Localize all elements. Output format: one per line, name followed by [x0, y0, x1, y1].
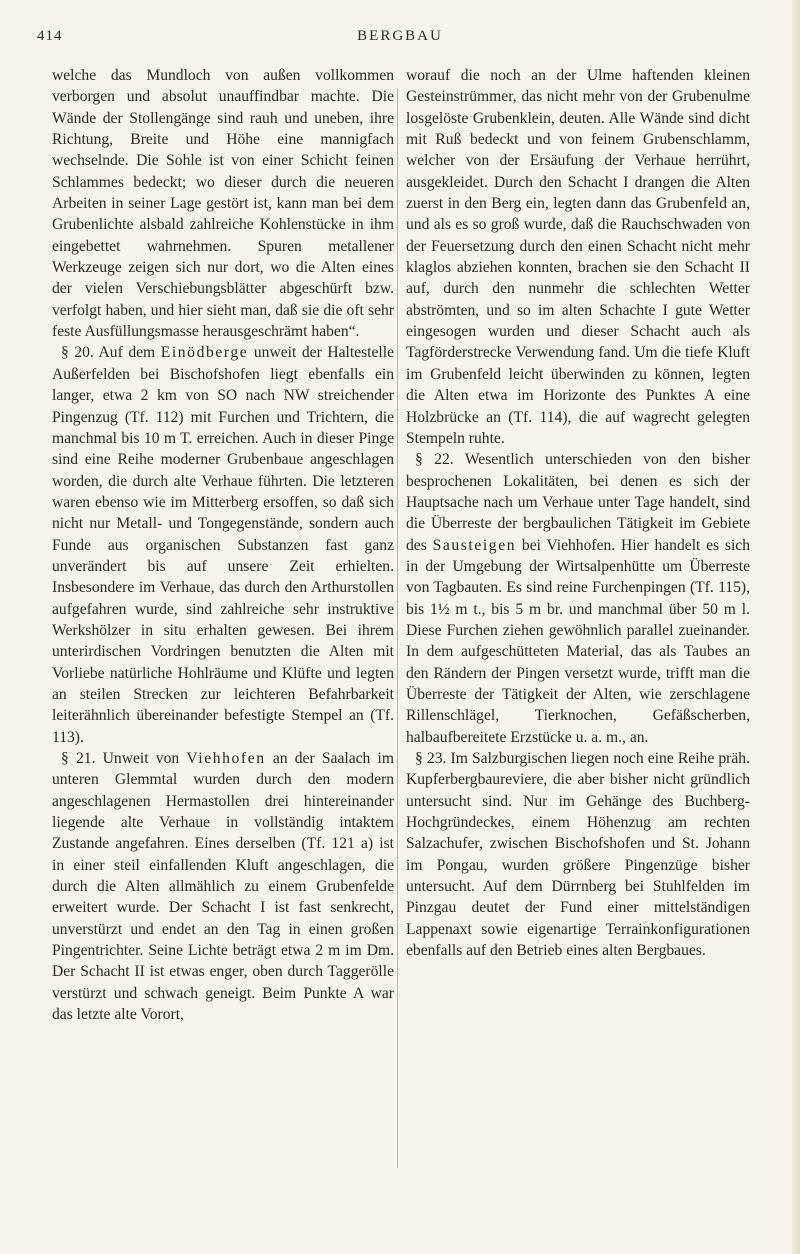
section-21: [52, 748, 394, 1025]
paragraph: welche das Mundloch von außen vollkommen verborgen und absolut unauffindbar machte. Die Wände der Stollengänge sind rauh und uneben, ihre Richtung, Breite und Höhe eine mannigfach wechselnde. Die Sohle ist von einer Schicht feinen Schlammes bedeckt; wo dieser durch die neueren Arbeiten in seiner Lage gestört ist, kann man bei dem Grubenlichte alsbald zahlreiche Kohlenstücke in ihm eingebettet wahrnehmen. Spuren metallener Werkzeuge zeigen sich nur dort, wo die Alten eines der vielen Verschiebungsblätter abgeschürft bzw. verfolgt haben, und hier sieht man, daß sie die oft sehr feste Ausfüllungsmasse herausgeschrämt haben“.: [52, 67, 394, 341]
left-column: [52, 65, 394, 1025]
section-text: unweit der Haltestelle Außerfelden bei Bischofshofen liegt ebenfalls ein langer, etwa 2 km von SO nach NW streichender Pingenzug (Tf. 112) mit Furchen und Trichtern, die manchmal bis 10 m T. erreichen. Auch in dieser Pinge sind eine Reihe moderner Grubenbaue angeschlagen worden, die durch alte Verhaue führten. Die letzteren waren ebenso wie im Mitterberg ersoffen, so daß sich nicht nur Metall- und Tongegenstände, sondern auch Funde aus organischen Substanzen fast ganz unverändert bis auf unsere Zeit erhielten. Insbesondere im Verhaue, das durch den Arthurstollen aufgefahren wurde, sind zahlreiche sehr instruktive Werkshölzer in situ erhalten gewesen. Bei ihrem unterirdischen Vordringen benutzten die Alten mit Vorliebe natürliche Hohlräume und Klüfte und legten an steilen Strecken zur leichteren Befahrbarkeit leiterähnlich übereinander befestigte Stempel an (Tf. 113).: [52, 344, 394, 746]
section-22: [406, 449, 750, 748]
place-name: Viehhofen: [186, 750, 266, 767]
running-head: BERGBAU: [357, 28, 443, 44]
paragraph: worauf die noch an der Ulme haftenden kleinen Gesteinstrümmer, das nicht mehr von der Grubenulme losgelöste Grubenklein, deuten. Alle Wände sind dicht mit Ruß bedeckt und von feinem Grubenschlamm, welcher von der Ersäufung der Verhaue herrührt, ausgekleidet. Durch den Schacht I drangen die Alten zuerst in den Berg ein, legten dann das Grubenfeld an, und als es so groß wurde, daß die Rauchschwaden von der Feuersetzung durch den einen Schacht nicht mehr klaglos abziehen konnten, brachen sie den Schacht II auf, durch den nunmehr die schlechten Wetter abströmten, und so im alten Schachte I gute Wetter eingesogen wurden und dieser Schacht auch als Tagförderstrecke Verwendung fand. Um die tiefe Kluft im Grubenfeld leicht überwinden zu können, legten die Alten etwa im Horizonte des Punktes A eine Holzbrücke an (Tf. 114), die auf wagrecht gelegten Stempeln ruhte.: [406, 67, 750, 447]
section-lead: § 21. Unweit von: [61, 750, 187, 767]
page-edge: [792, 0, 800, 1254]
section-20: [52, 342, 394, 748]
page-number: 414: [37, 28, 63, 44]
section-text: an der Saalach im unteren Glemmtal wurden durch den modern angeschlagenen Hermastollen drei hintereinander liegende alte Verhaue in vollständig intaktem Zustande angefahren. Eines derselben (Tf. 121 a) ist in einer steil einfallenden Kluft angeschlagen, die durch die Alten allmählich zu einem Grubenfelde erweitert wurde. Der Schacht I ist fast senkrecht, unverstürzt und endet an den Tag in einen großen Pingentrichter. Seine Lichte beträgt etwa 2 m im Dm. Der Schacht II ist etwas enger, oben durch Taggerölle verstürzt und schwach geneigt. Beim Punkte A war das letzte alte Vorort,: [52, 750, 394, 1024]
place-name: Einödberge: [160, 344, 249, 362]
section-text: bei Viehhofen. Hier handelt es sich in der Umgebung der Wirtsalpenhütte um Überreste von Tagbauten. Es sind reine Furchenpingen (Tf. 115), bis 1½ m t., bis 5 m br. und manchmal über 50 m l. Diese Furchen ziehen gewöhnlich parallel zueinander. In dem aufgeschütteten Material, das als Taubes an den Rändern der Pingen versetzt wurde, trifft man die Überreste der Tätigkeit der Alten, wie zerschlagene Rillenschlägel, Tierknochen, Gefäßscherben, halbaufbereitete Erzstücke u. a. m., an.: [406, 536, 751, 746]
section-lead: § 20. Auf dem: [61, 344, 161, 362]
section-23: § 23. Im Salzburgischen liegen noch eine Reihe präh. Kupferbergbaureviere, die aber bisher nicht gründlich untersucht sind. Nur im Gehänge des Buchberg-Hochgründeckes, einem Höhenzug am rechten Salzachufer, zwischen Bischofshofen und St. Johann im Pongau, wurden größere Pingenzüge bisher untersucht. Auf dem Dürrnberg bei Stuhlfelden im Pinzgau deutet der Fund einer mittelständigen Lappenaxt sowie eigenartige Terrainkonfigurationen ebenfalls auf den Betrieb eines alten Bergbaues.: [406, 750, 750, 960]
section-lead: § 22. Wesentlich unterschieden von den bisher besprochenen Lokalitäten, bei denen es sich der Hauptsache nach um Verhaue unter Tage handelt, sind die Überreste der bergbaulichen Tätigkeit im Gebiete des: [406, 451, 750, 554]
column-divider: [397, 88, 398, 1168]
right-column: [406, 65, 750, 961]
place-name: Sausteigen: [432, 536, 517, 554]
